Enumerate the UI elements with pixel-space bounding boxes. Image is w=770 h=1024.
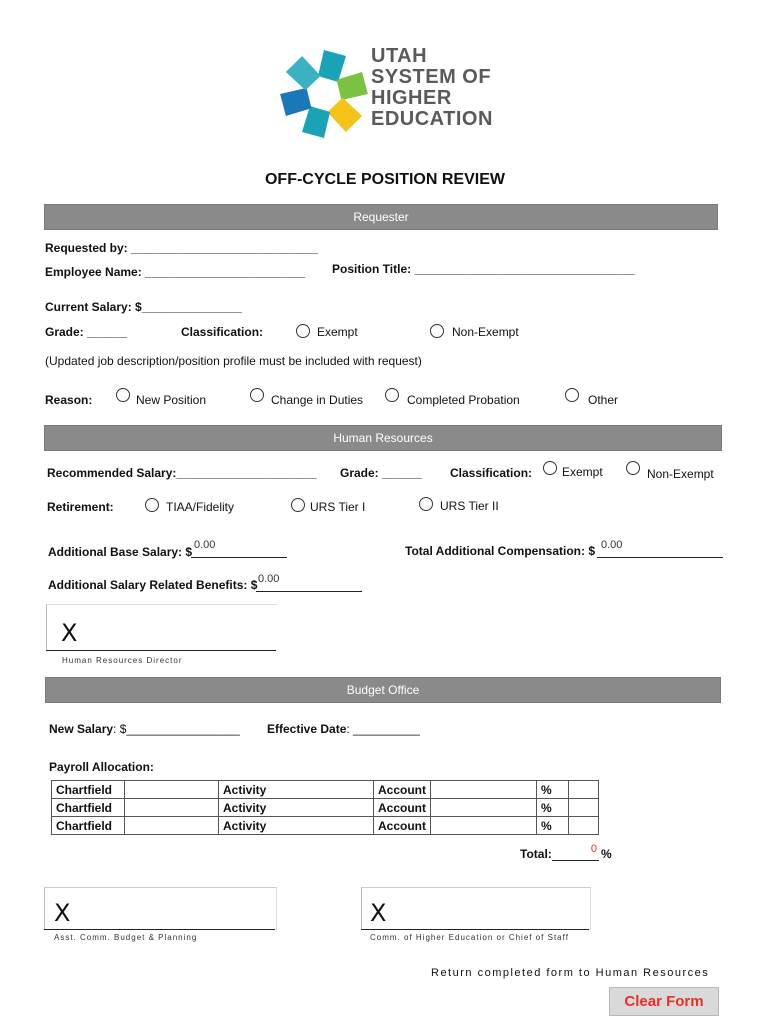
- reason-completed-probation-radio[interactable]: [385, 388, 399, 402]
- retirement-tiaa-radio[interactable]: [145, 498, 159, 512]
- total-value: 0: [590, 843, 597, 855]
- activity-label: Activity: [219, 799, 374, 817]
- new-salary-label: New Salary: [49, 722, 114, 736]
- hr-non-exempt-label: Non-Exempt: [647, 467, 714, 481]
- hr-director-caption: Human Resources Director: [62, 656, 183, 665]
- retirement-urs-tier-2-label: URS Tier II: [440, 499, 499, 513]
- percent-label: %: [537, 781, 569, 799]
- retirement-urs-tier-1-radio[interactable]: [291, 498, 305, 512]
- logo-text-line-2: SYSTEM OF: [371, 66, 492, 88]
- activity-label: Activity: [219, 781, 374, 799]
- additional-benefits-input[interactable]: [256, 573, 362, 592]
- budget-signature-caption: Asst. Comm. Budget & Planning: [54, 933, 198, 942]
- percent-label: %: [537, 799, 569, 817]
- table-row: [52, 817, 599, 835]
- payroll-allocation-table: [51, 780, 599, 835]
- additional-base-salary-input[interactable]: [191, 539, 287, 558]
- account-label: Account: [374, 817, 431, 835]
- requested-by-field[interactable]: Requested by: ____________________________: [45, 241, 318, 255]
- account-input[interactable]: [431, 817, 537, 835]
- account-input[interactable]: [431, 799, 537, 817]
- retirement-urs-tier-1-label: URS Tier I: [310, 500, 366, 514]
- non-exempt-label: Non-Exempt: [452, 325, 519, 339]
- reason-change-in-duties-label: Change in Duties: [271, 393, 364, 407]
- new-salary-blank: : $_________________: [113, 722, 240, 736]
- hr-exempt-radio[interactable]: [543, 461, 557, 475]
- total-additional-comp-input[interactable]: [597, 539, 723, 558]
- payroll-allocation-label: Payroll Allocation:: [49, 760, 154, 774]
- requester-section-header: Requester: [44, 204, 718, 230]
- commissioner-signature-x: X: [370, 899, 387, 927]
- non-exempt-radio[interactable]: [430, 324, 444, 338]
- hr-classification-label: Classification:: [450, 466, 533, 480]
- percent-input[interactable]: [569, 781, 599, 799]
- total-label: Total:: [520, 847, 552, 861]
- logo: [278, 46, 498, 142]
- reason-other-radio[interactable]: [565, 388, 579, 402]
- percent-input[interactable]: [569, 817, 599, 835]
- total-additional-comp-label: Total Additional Compensation: $: [405, 544, 595, 558]
- additional-benefits-value: 0.00: [258, 573, 280, 585]
- reason-completed-probation-label: Completed Probation: [407, 393, 520, 407]
- reason-change-in-duties-radio[interactable]: [250, 388, 264, 402]
- budget-signature-x: X: [54, 899, 71, 927]
- current-salary-field[interactable]: Current Salary: $_______________: [45, 300, 242, 314]
- budget-signature-line: [44, 929, 275, 930]
- account-label: Account: [374, 781, 431, 799]
- chartfield-input[interactable]: [125, 817, 219, 835]
- budget-section-header: Budget Office: [45, 677, 721, 703]
- hr-non-exempt-radio[interactable]: [626, 461, 640, 475]
- percent-input[interactable]: [569, 799, 599, 817]
- total-percent-sign: %: [601, 847, 612, 861]
- clear-form-button[interactable]: Clear Form: [609, 987, 719, 1016]
- activity-label: Activity: [219, 817, 374, 835]
- chartfield-input[interactable]: [125, 799, 219, 817]
- employee-name-field[interactable]: Employee Name: ________________________: [45, 265, 306, 279]
- hr-director-signature-line: [46, 650, 276, 651]
- recommended-salary-field[interactable]: Recommended Salary:_____________________: [47, 466, 317, 480]
- total-additional-comp-value: 0.00: [601, 539, 623, 551]
- exempt-label: Exempt: [317, 325, 358, 339]
- chartfield-input[interactable]: [125, 781, 219, 799]
- account-label: Account: [374, 799, 431, 817]
- reason-label: Reason:: [45, 393, 93, 407]
- chartfield-label: Chartfield: [52, 781, 125, 799]
- additional-benefits-label: Additional Salary Related Benefits: $: [48, 578, 258, 592]
- retirement-label: Retirement:: [47, 500, 114, 514]
- budget-signature-box[interactable]: [44, 887, 277, 930]
- hr-director-signature-x: X: [61, 619, 78, 647]
- hr-exempt-label: Exempt: [562, 465, 603, 479]
- logo-text-line-1: UTAH: [371, 45, 428, 67]
- logo-text-line-4: EDUCATION: [371, 108, 493, 130]
- retirement-tiaa-label: TIAA/Fidelity: [166, 500, 235, 514]
- job-description-note: (Updated job description/position profile must be included with request): [45, 354, 422, 368]
- additional-base-salary-label: Additional Base Salary: $: [48, 545, 193, 559]
- chartfield-label: Chartfield: [52, 817, 125, 835]
- logo-text-line-3: HIGHER: [371, 87, 452, 109]
- commissioner-signature-box[interactable]: [361, 887, 591, 930]
- additional-base-salary-value: 0.00: [194, 539, 216, 551]
- commissioner-signature-caption: Comm. of Higher Education or Chief of Staff: [370, 933, 569, 942]
- logo-mark-icon: [278, 48, 370, 140]
- hr-section-header: Human Resources: [44, 425, 722, 451]
- return-instructions: Return completed form to Human Resources: [431, 967, 710, 979]
- percent-label: %: [537, 817, 569, 835]
- effective-date-blank: : __________: [346, 722, 420, 736]
- retirement-urs-tier-2-radio[interactable]: [419, 497, 433, 511]
- exempt-radio[interactable]: [296, 324, 310, 338]
- effective-date-field[interactable]: [267, 722, 420, 736]
- table-row: [52, 781, 599, 799]
- table-row: [52, 799, 599, 817]
- classification-label: Classification:: [181, 325, 264, 339]
- reason-new-position-label: New Position: [136, 393, 207, 407]
- reason-other-label: Other: [588, 393, 619, 407]
- chartfield-label: Chartfield: [52, 799, 125, 817]
- commissioner-signature-line: [361, 929, 589, 930]
- effective-date-label: Effective Date: [267, 722, 347, 736]
- new-salary-field[interactable]: [49, 722, 240, 736]
- grade-field[interactable]: Grade: ______: [45, 325, 128, 339]
- position-title-field[interactable]: Position Title: _________________________________: [332, 262, 635, 276]
- total-input[interactable]: [552, 845, 599, 861]
- account-input[interactable]: [431, 781, 537, 799]
- reason-new-position-radio[interactable]: [116, 388, 130, 402]
- hr-director-signature-box[interactable]: [46, 604, 277, 651]
- hr-grade-field[interactable]: Grade: ______: [340, 466, 423, 480]
- form-title: OFF-CYCLE POSITION REVIEW: [264, 171, 505, 188]
